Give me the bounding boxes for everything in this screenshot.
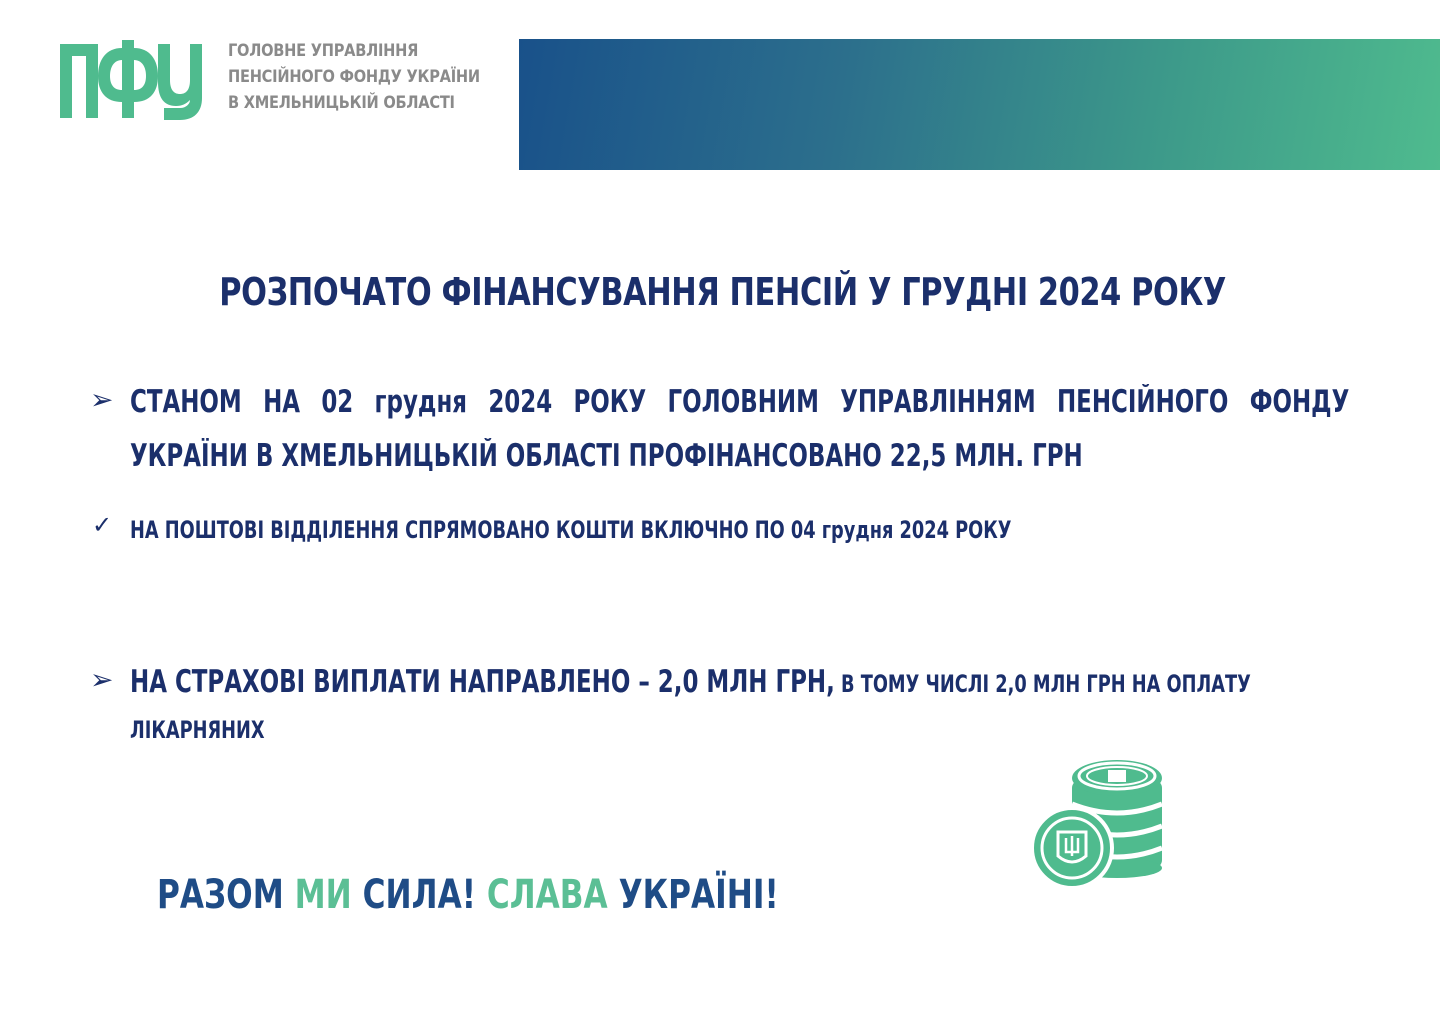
item-3-main: НА СТРАХОВІ ВИПЛАТИ НАПРАВЛЕНО – 2,0 МЛН ГРН, (130, 664, 835, 700)
page-title: РОЗПОЧАТО ФІНАНСУВАННЯ ПЕНСІЙ У ГРУДНІ 2024 РОКУ (219, 270, 1226, 314)
coins-stack-icon (1028, 752, 1168, 892)
item-2-text: НА ПОШТОВІ ВІДДІЛЕННЯ СПРЯМОВАНО КОШТИ ВКЛЮЧНО ПО 04 грудня 2024 РОКУ (130, 516, 1012, 544)
slogan-word-1: РАЗОМ (157, 872, 295, 918)
slogan (157, 869, 779, 921)
slogan-word-3: СИЛА! (362, 872, 487, 918)
arrow-bullet-icon: ➢ (90, 383, 114, 416)
org-name-line-1: ГОЛОВНЕ УПРАВЛІННЯ (228, 41, 419, 61)
item-3-line-1 (130, 661, 1251, 705)
arrow-bullet-icon: ➢ (90, 663, 114, 696)
item-1-line-1: СТАНОМ НА 02 грудня 2024 РОКУ ГОЛОВНИМ УПРАВЛІННЯМ ПЕНСІЙНОГО ФОНДУ (130, 384, 1350, 420)
pfu-logo (58, 40, 204, 120)
slogan-word-4: СЛАВА (486, 872, 619, 918)
slogan-word-2: МИ (294, 872, 363, 918)
org-name-line-2: ПЕНСІЙНОГО ФОНДУ УКРАЇНИ (228, 67, 480, 87)
org-name-line-3: В ХМЕЛЬНИЦЬКІЙ ОБЛАСТІ (228, 93, 455, 113)
item-1-line-2: УКРАЇНИ В ХМЕЛЬНИЦЬКІЙ ОБЛАСТІ ПРОФІНАНСОВАНО 22,5 МЛН. ГРН (130, 438, 1083, 474)
item-3-detail: В ТОМУ ЧИСЛІ 2,0 МЛН ГРН НА ОПЛАТУ (834, 670, 1251, 698)
header-gradient-banner (519, 39, 1440, 170)
item-3-line-2: ЛІКАРНЯНИХ (130, 716, 265, 744)
checkmark-icon: ✓ (92, 511, 113, 539)
organization-name (228, 38, 480, 116)
slogan-word-5: УКРАЇНІ! (618, 872, 779, 918)
